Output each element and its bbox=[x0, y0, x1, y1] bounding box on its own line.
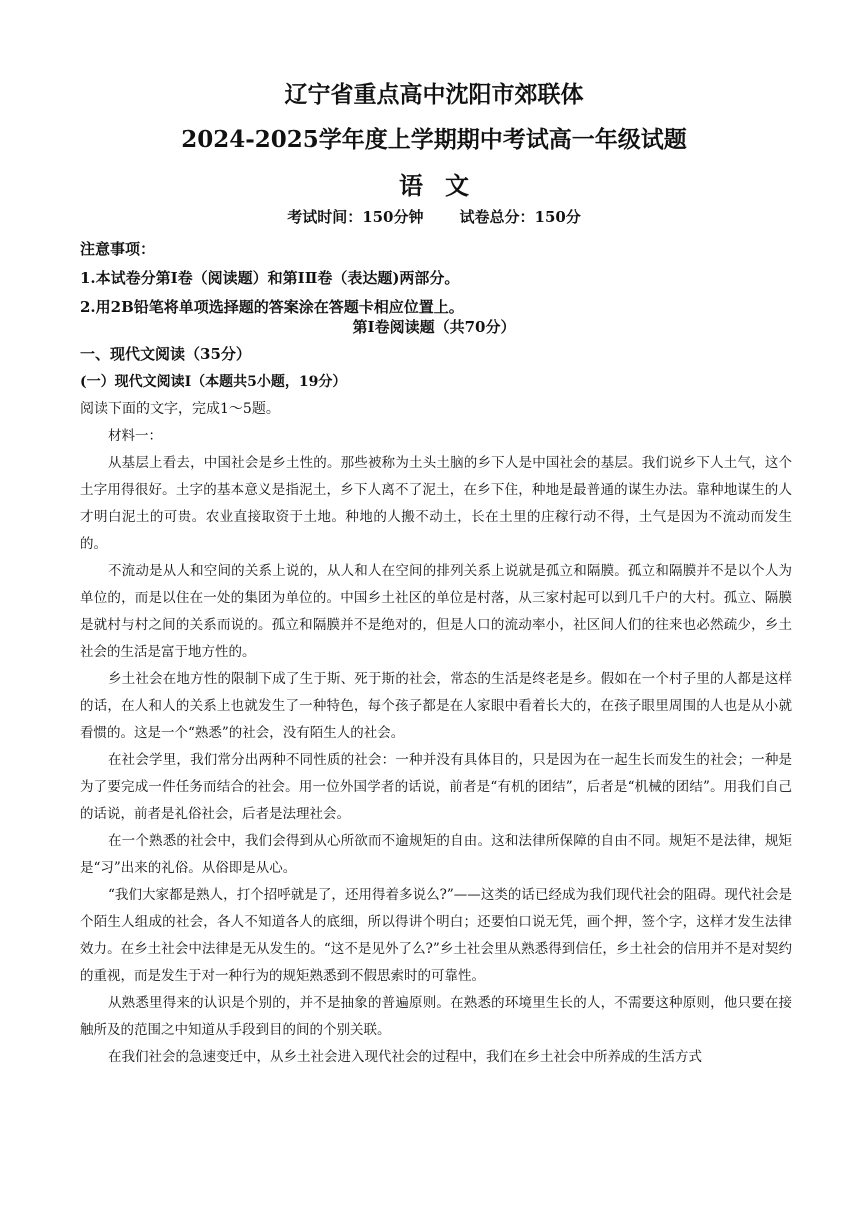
exam-info bbox=[0, 206, 868, 227]
subject-title: 语文 bbox=[399, 171, 491, 200]
instruction-text: 阅读下面的文字，完成1～5题。 bbox=[80, 401, 280, 417]
notes-title: 注意事项： bbox=[80, 240, 156, 258]
paragraph: 在社会学里，我们常分出两种不同性质的社会：一种并没有具体目的，只是因为在一起生长而发生的社会；一种是为了要完成一件任务而结合的社会。用一位外国学者的话说，前者是“有机的团结”，后者是“机械的团结”。用我们自己的话说，前者是礼俗社会，后者是法理社会。 bbox=[80, 752, 792, 822]
exam-time: 考试时间：150分钟 bbox=[287, 208, 424, 226]
paragraph: “我们大家都是熟人，打个招呼就是了，还用得着多说么?”——这类的话已经成为我们现代社会的阻碍。现代社会是个陌生人组成的社会，各人不知道各人的底细，所以得讲个明白；还要怕口说无凭，画个押，签个字，这样才发生法律效力。在乡土社会中法律是无从发生的。“这不是见外了么?”乡土社会里从熟悉得到信任，乡土社会的信用并不是对契约的重视，而是发生于对一种行为的规矩熟悉到不假思索时的可靠性。 bbox=[80, 887, 792, 984]
paragraph: 在一个熟悉的社会中，我们会得到从心所欲而不逾规矩的自由。这和法律所保障的自由不同。规矩不是法律，规矩是“习”出来的礼俗。从俗即是从心。 bbox=[80, 833, 792, 876]
paragraph: 在我们社会的急速变迁中，从乡土社会进入现代社会的过程中，我们在乡土社会中所养成的生活方式 bbox=[108, 1049, 702, 1065]
exam-title: 2024-2025学年度上学期期中考试高一年级试题 bbox=[181, 126, 687, 153]
part-heading: 一、现代文阅读（35分） bbox=[80, 345, 251, 363]
subsection-heading: (一）现代文阅读Ⅰ（本题共5小题，19分） bbox=[80, 374, 347, 390]
volume-heading: 第Ⅰ卷阅读题（共70分） bbox=[352, 318, 516, 336]
exam-score: 试卷总分：150分 bbox=[459, 208, 581, 226]
paragraph: 从基层上看去，中国社会是乡土性的。那些被称为土头土脑的乡下人是中国社会的基层。我们说乡下人土气，这个土字用得很好。土字的基本意义是指泥土，乡下人离不了泥土，在乡下住，种地是最普通的谋生办法。靠种地谋生的人才明白泥土的可贵。农业直接取资于土地。种地的人搬不动土，长在土里的庄稼行动不得，土气是因为不流动而发生的。 bbox=[80, 455, 792, 552]
school-title: 辽宁省重点高中沈阳市郊联体 bbox=[284, 81, 584, 108]
paragraph: 不流动是从人和空间的关系上说的，从人和人在空间的排列关系上说就是孤立和隔膜。孤立和隔膜并不是以个人为单位的，而是以住在一处的集团为单位的。中国乡土社区的单位是村落，从三家村起可以到几千户的大村。孤立、隔膜是就村与村之间的关系而说的。孤立和隔膜并不是绝对的，但是人口的流动率小，社区间人们的往来也必然疏少，乡土社会的生活是富于地方性的。 bbox=[80, 563, 792, 660]
paragraph: 从熟悉里得来的认识是个别的，并不是抽象的普遍原则。在熟悉的环境里生长的人，不需要这种原则，他只要在接触所及的范围之中知道从手段到目的间的个别关联。 bbox=[80, 995, 792, 1038]
reading-passage bbox=[80, 423, 792, 1071]
notes-item: 2.用2B铅笔将单项选择题的答案涂在答题卡相应位置上。 bbox=[80, 298, 464, 316]
material-label: 材料一： bbox=[108, 428, 162, 444]
notes-section bbox=[80, 235, 800, 322]
notes-item: 1.本试卷分第Ⅰ卷（阅读题）和第ⅠⅡ卷（表达题)两部分。 bbox=[80, 269, 460, 287]
paragraph: 乡土社会在地方性的限制下成了生于斯、死于斯的社会，常态的生活是终老是乡。假如在一个村子里的人都是这样的话，在人和人的关系上也就发生了一种特色，每个孩子都是在人家眼中看着长大的，在孩子眼里周围的人也是从小就看惯的。这是一个“熟悉”的社会，没有陌生人的社会。 bbox=[80, 671, 792, 741]
